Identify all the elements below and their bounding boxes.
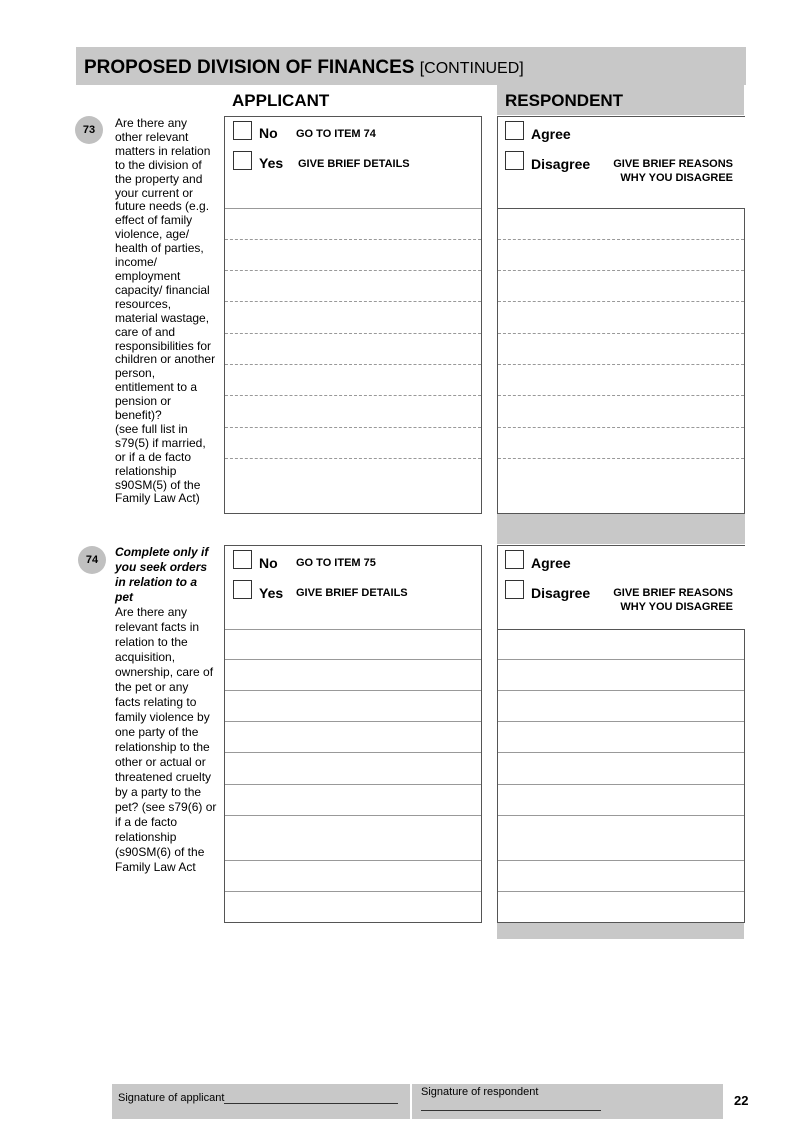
question-line: care of and: [115, 324, 176, 339]
applicant-column-heading: APPLICANT: [232, 91, 330, 110]
question-line: Are there any: [115, 116, 188, 130]
ruled-line: [225, 659, 481, 660]
question-line: health of parties,: [115, 241, 204, 256]
ruled-line: [498, 752, 744, 753]
question-line: material wastage,: [115, 310, 210, 325]
question-line: Complete only if: [115, 545, 209, 559]
question-line: if a de facto: [115, 815, 178, 829]
ruled-line: [225, 395, 481, 396]
question-line: one party of the: [115, 725, 199, 739]
question-line: pet? (see s79(6) or: [115, 800, 217, 814]
section-title-text: PROPOSED DIVISION OF FINANCES: [84, 57, 415, 78]
question-line: relevant facts in: [115, 620, 200, 634]
question-line: violence, age/: [115, 227, 190, 242]
ruled-line: [498, 891, 744, 892]
question-line: by a party to the: [115, 785, 202, 799]
signature-respondent-label: Signature of respondent: [421, 1086, 539, 1098]
item-74-no-label: No: [259, 555, 278, 571]
question-line: person,: [115, 366, 156, 381]
ruled-line: [225, 270, 481, 271]
question-line: children or another: [115, 352, 216, 367]
question-line: other or actual or: [115, 755, 206, 769]
item-74-yes-checkbox[interactable]: [233, 580, 252, 599]
item-74-respondent-details-area[interactable]: [497, 629, 745, 923]
item-73-applicant-details-area[interactable]: [225, 209, 481, 513]
question-line: Are there any: [115, 605, 188, 619]
item-74-disagree-note-line-2: WHY YOU DISAGREE: [620, 601, 733, 613]
ruled-line: [225, 784, 481, 785]
ruled-line: [225, 458, 481, 459]
question-line: to the division of: [115, 157, 202, 172]
ruled-line: [225, 690, 481, 691]
question-line: effect of family: [115, 213, 193, 228]
ruled-line: [498, 458, 744, 459]
item-73-respondent-left-edge: [497, 146, 498, 208]
section-title-bar: [76, 47, 746, 85]
ruled-line: [498, 721, 744, 722]
question-line: relationship: [115, 463, 177, 478]
ruled-line: [225, 301, 481, 302]
question-line: (see full list in: [115, 421, 188, 436]
item-73-respondent-details-area[interactable]: [497, 208, 745, 514]
item-73-yes-checkbox[interactable]: [233, 151, 252, 170]
ruled-line: [498, 659, 744, 660]
item-73-no-checkbox[interactable]: [233, 121, 252, 140]
item-74-yes-label: Yes: [259, 585, 284, 601]
item-74-no-checkbox[interactable]: [233, 550, 252, 569]
question-line: entitlement to a: [115, 380, 198, 395]
item-74-yes-note: GIVE BRIEF DETAILS: [296, 587, 408, 599]
item-number-badge: 73: [75, 116, 103, 144]
item-number-badge: 74: [78, 546, 106, 574]
item-74-disagree-note-line-1: GIVE BRIEF REASONS: [613, 587, 733, 599]
question-line: pension or: [115, 394, 172, 409]
ruled-line: [225, 721, 481, 722]
item-74-respondent-left-edge: [497, 575, 498, 629]
item-73-no-label: No: [259, 125, 278, 141]
question-line: resources,: [115, 296, 172, 311]
signature-applicant-label: Signature of applicant: [118, 1092, 225, 1104]
item-74-no-note: GO TO ITEM 75: [296, 557, 376, 569]
ruled-line: [225, 891, 481, 892]
question-line: ownership, care of: [115, 665, 214, 679]
item-73-disagree-note-line-1: GIVE BRIEF REASONS: [613, 158, 733, 170]
question-line: benefit)?: [115, 408, 162, 423]
question-line: the pet or any: [115, 680, 189, 694]
question-line: you seek orders: [115, 560, 208, 574]
question-line: (s90SM(6) of the: [115, 845, 205, 859]
ruled-line: [225, 629, 481, 630]
ruled-line: [225, 364, 481, 365]
question-line: threatened cruelty: [115, 770, 212, 784]
question-line: employment: [115, 268, 181, 283]
ruled-line: [498, 427, 744, 428]
question-line: s79(5) if married,: [115, 435, 206, 450]
question-line: family violence by: [115, 710, 210, 724]
signature-respondent-line[interactable]: [421, 1110, 601, 1111]
question-line: income/: [115, 255, 158, 270]
ruled-line: [225, 333, 481, 334]
ruled-line: [498, 784, 744, 785]
item-74-respondent-footer-strip: [497, 923, 744, 939]
item-73-disagree-note-line-2: WHY YOU DISAGREE: [620, 172, 733, 184]
item-73-agree-label: Agree: [531, 126, 571, 142]
question-line: responsibilities for: [115, 338, 212, 353]
item-73-yes-label: Yes: [259, 155, 284, 171]
item-73-yes-note: GIVE BRIEF DETAILS: [298, 158, 410, 170]
question-line: facts relating to: [115, 695, 197, 709]
question-line: Family Law Act): [115, 491, 200, 506]
item-74-agree-label: Agree: [531, 555, 571, 571]
item-73-agree-checkbox[interactable]: [505, 121, 524, 140]
ruled-line: [498, 239, 744, 240]
ruled-line: [498, 690, 744, 691]
item-73-disagree-label: Disagree: [531, 156, 591, 172]
question-line: Family Law Act: [115, 860, 196, 874]
ruled-line: [498, 301, 744, 302]
page-number: 22: [734, 1093, 749, 1108]
question-line: matters in relation: [115, 143, 211, 158]
item-74-question: [115, 545, 221, 875]
signature-footer-divider: [410, 1084, 412, 1119]
item-73-disagree-checkbox[interactable]: [505, 151, 524, 170]
item-74-disagree-label: Disagree: [531, 585, 591, 601]
ruled-line: [225, 239, 481, 240]
item-74-disagree-checkbox[interactable]: [505, 580, 524, 599]
question-line: your current or: [115, 185, 194, 200]
question-line: the property and: [115, 171, 203, 186]
item-73-no-note: GO TO ITEM 74: [296, 128, 376, 140]
section-title-suffix: [CONTINUED]: [419, 60, 524, 77]
item-73-respondent-footer-strip: [497, 514, 745, 544]
question-line: other relevant: [115, 129, 189, 144]
ruled-line: [225, 752, 481, 753]
item-74-disagree-note: [593, 586, 733, 614]
ruled-line: [225, 860, 481, 861]
ruled-line: [498, 333, 744, 334]
item-74-applicant-details-area[interactable]: [225, 629, 481, 922]
signature-applicant-line[interactable]: [224, 1103, 398, 1104]
question-line: relation to the: [115, 635, 188, 649]
question-line: pet: [115, 590, 133, 604]
question-line: relationship to the: [115, 740, 210, 754]
question-line: acquisition,: [115, 650, 176, 664]
question-line: in relation to a: [115, 575, 198, 589]
ruled-line: [498, 270, 744, 271]
item-74-agree-checkbox[interactable]: [505, 550, 524, 569]
question-line: relationship: [115, 830, 177, 844]
question-line: s90SM(5) of the: [115, 477, 201, 492]
section-title: [84, 57, 524, 79]
question-line: or if a de facto: [115, 449, 192, 464]
item-73-disagree-note: [593, 157, 733, 185]
ruled-line: [498, 364, 744, 365]
respondent-column-heading: RESPONDENT: [505, 91, 624, 110]
question-line: future needs (e.g.: [115, 199, 210, 214]
ruled-line: [225, 427, 481, 428]
ruled-line: [498, 815, 744, 816]
ruled-line: [498, 860, 744, 861]
ruled-line: [225, 815, 481, 816]
ruled-line: [498, 395, 744, 396]
item-73-question: [115, 117, 221, 506]
question-line: capacity/ financial: [115, 282, 210, 297]
